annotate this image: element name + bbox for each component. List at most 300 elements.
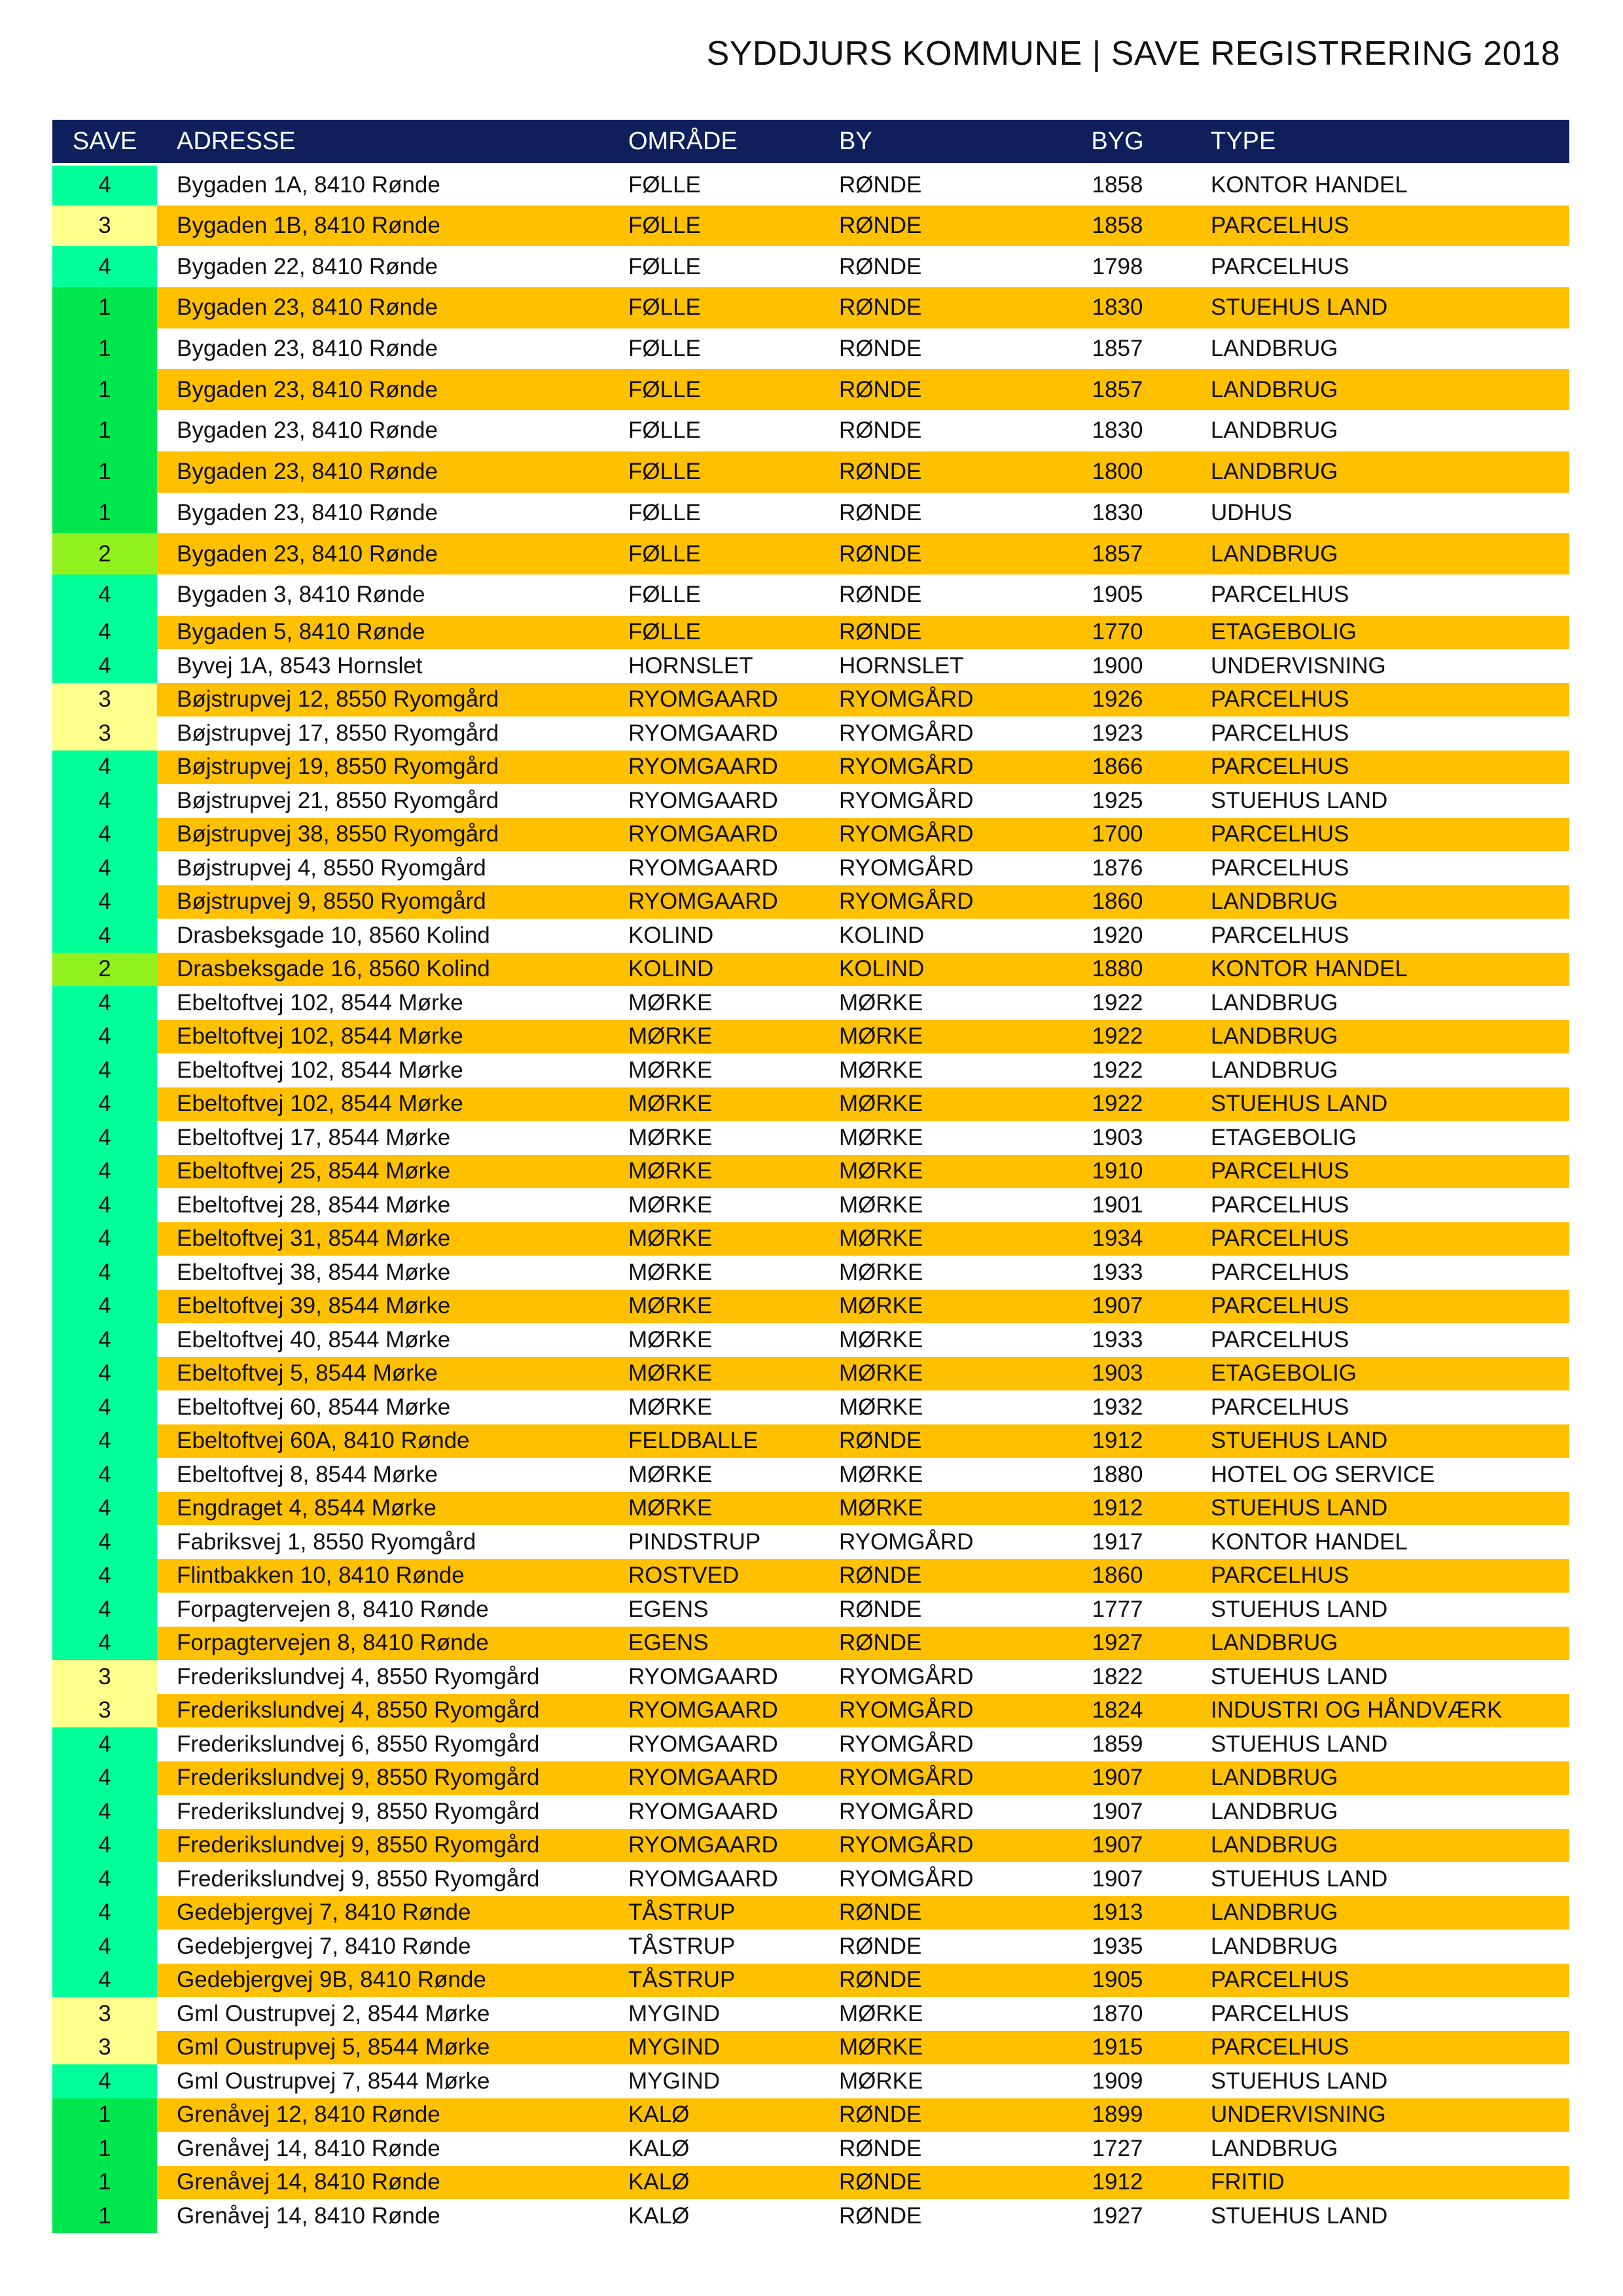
by-cell: MØRKE <box>819 1323 1044 1357</box>
omraade-cell: KOLIND <box>609 919 819 953</box>
save-cell: 4 <box>52 616 157 650</box>
type-cell: LANDBRUG <box>1191 410 1569 451</box>
table-row <box>52 410 1569 451</box>
byg-cell: 1934 <box>1044 1222 1191 1256</box>
type-cell: STUEHUS LAND <box>1191 1727 1569 1761</box>
type-cell: PARCELHUS <box>1191 1188 1569 1222</box>
adresse-cell: Frederikslundvej 9, 8550 Ryomgård <box>157 1795 609 1829</box>
save-cell: 1 <box>52 410 157 451</box>
adresse-cell: Gml Oustrupvej 7, 8544 Mørke <box>157 2064 609 2098</box>
type-cell: STUEHUS LAND <box>1191 1087 1569 1122</box>
save-cell: 2 <box>52 533 157 574</box>
omraade-cell: MØRKE <box>609 1323 819 1357</box>
by-cell: RYOMGÅRD <box>819 885 1044 919</box>
adresse-cell: Ebeltoftvej 102, 8544 Mørke <box>157 1053 609 1087</box>
byg-cell: 1857 <box>1044 328 1191 370</box>
type-cell: PARCELHUS <box>1191 851 1569 885</box>
table-row <box>52 1525 1569 1559</box>
omraade-cell: RYOMGAARD <box>609 851 819 885</box>
save-cell: 4 <box>52 1862 157 1896</box>
byg-cell: 1800 <box>1044 451 1191 493</box>
adresse-cell: Ebeltoftvej 40, 8544 Mørke <box>157 1323 609 1357</box>
type-cell: PARCELHUS <box>1191 683 1569 717</box>
table-row <box>52 851 1569 885</box>
by-cell: RYOMGÅRD <box>819 1694 1044 1728</box>
save-cell: 3 <box>52 1694 157 1728</box>
omraade-cell: MØRKE <box>609 1256 819 1290</box>
by-cell: MØRKE <box>819 1087 1044 1122</box>
adresse-cell: Bygaden 23, 8410 Rønde <box>157 410 609 451</box>
by-cell: MØRKE <box>819 2031 1044 2065</box>
byg-cell: 1822 <box>1044 1660 1191 1694</box>
adresse-cell: Grenåvej 14, 8410 Rønde <box>157 2166 609 2200</box>
omraade-cell: RYOMGAARD <box>609 1694 819 1728</box>
table-row <box>52 1020 1569 1054</box>
type-cell: LANDBRUG <box>1191 885 1569 919</box>
save-cell: 4 <box>52 1930 157 1964</box>
byg-cell: 1824 <box>1044 1694 1191 1728</box>
by-cell: MØRKE <box>819 1020 1044 1054</box>
byg-cell: 1860 <box>1044 1559 1191 1593</box>
table-row <box>52 1795 1569 1829</box>
omraade-cell: PINDSTRUP <box>609 1525 819 1559</box>
by-cell: MØRKE <box>819 1357 1044 1391</box>
omraade-cell: MØRKE <box>609 1357 819 1391</box>
type-cell: STUEHUS LAND <box>1191 2064 1569 2098</box>
save-cell: 4 <box>52 1761 157 1795</box>
save-cell: 4 <box>52 164 157 205</box>
adresse-cell: Bygaden 22, 8410 Rønde <box>157 246 609 287</box>
adresse-cell: Grenåvej 12, 8410 Rønde <box>157 2098 609 2132</box>
save-cell: 4 <box>52 1593 157 1627</box>
byg-cell: 1915 <box>1044 2031 1191 2065</box>
save-cell: 1 <box>52 2132 157 2166</box>
table-row <box>52 2031 1569 2065</box>
by-cell: MØRKE <box>819 1121 1044 1155</box>
table-row <box>52 1627 1569 1661</box>
type-cell: PARCELHUS <box>1191 1155 1569 1189</box>
omraade-cell: RYOMGAARD <box>609 818 819 852</box>
omraade-cell: MØRKE <box>609 1492 819 1526</box>
type-cell: STUEHUS LAND <box>1191 2199 1569 2233</box>
adresse-cell: Byvej 1A, 8543 Hornslet <box>157 649 609 683</box>
adresse-cell: Bygaden 23, 8410 Rønde <box>157 328 609 370</box>
save-cell: 3 <box>52 2031 157 2065</box>
by-cell: RYOMGÅRD <box>819 1829 1044 1863</box>
adresse-cell: Ebeltoftvej 102, 8544 Mørke <box>157 1020 609 1054</box>
type-cell: KONTOR HANDEL <box>1191 953 1569 987</box>
type-cell: INDUSTRI OG HÅNDVÆRK <box>1191 1694 1569 1728</box>
adresse-cell: Bygaden 3, 8410 Rønde <box>157 574 609 616</box>
adresse-cell: Ebeltoftvej 60, 8544 Mørke <box>157 1390 609 1424</box>
adresse-cell: Grenåvej 14, 8410 Rønde <box>157 2199 609 2233</box>
save-cell: 4 <box>52 1087 157 1122</box>
table-row <box>52 1222 1569 1256</box>
byg-cell: 1903 <box>1044 1121 1191 1155</box>
omraade-cell: TÅSTRUP <box>609 1964 819 1998</box>
save-cell: 4 <box>52 1627 157 1661</box>
by-cell: RØNDE <box>819 533 1044 574</box>
type-cell: LANDBRUG <box>1191 1829 1569 1863</box>
byg-cell: 1907 <box>1044 1761 1191 1795</box>
adresse-cell: Grenåvej 14, 8410 Rønde <box>157 2132 609 2166</box>
type-cell: LANDBRUG <box>1191 1930 1569 1964</box>
adresse-cell: Forpagtervejen 8, 8410 Rønde <box>157 1627 609 1661</box>
table-row <box>52 2064 1569 2098</box>
type-cell: LANDBRUG <box>1191 1795 1569 1829</box>
type-cell: STUEHUS LAND <box>1191 287 1569 328</box>
save-cell: 4 <box>52 818 157 852</box>
table-row <box>52 885 1569 919</box>
byg-cell: 1932 <box>1044 1390 1191 1424</box>
save-cell: 4 <box>52 1795 157 1829</box>
table-row <box>52 1390 1569 1424</box>
type-cell: LANDBRUG <box>1191 533 1569 574</box>
adresse-cell: Ebeltoftvej 39, 8544 Mørke <box>157 1290 609 1324</box>
omraade-cell: MØRKE <box>609 986 819 1020</box>
adresse-cell: Ebeltoftvej 5, 8544 Mørke <box>157 1357 609 1391</box>
by-cell: RØNDE <box>819 205 1044 247</box>
omraade-cell: FELDBALLE <box>609 1424 819 1458</box>
save-cell: 3 <box>52 716 157 751</box>
byg-cell: 1857 <box>1044 533 1191 574</box>
byg-cell: 1857 <box>1044 369 1191 410</box>
table-row <box>52 716 1569 751</box>
adresse-cell: Drasbeksgade 16, 8560 Kolind <box>157 953 609 987</box>
byg-cell: 1907 <box>1044 1862 1191 1896</box>
column-header-byg: BYG <box>1044 120 1191 164</box>
byg-cell: 1859 <box>1044 1727 1191 1761</box>
adresse-cell: Frederikslundvej 4, 8550 Ryomgård <box>157 1660 609 1694</box>
type-cell: PARCELHUS <box>1191 1390 1569 1424</box>
omraade-cell: RYOMGAARD <box>609 683 819 717</box>
table-row <box>52 1121 1569 1155</box>
adresse-cell: Gedebjergvej 7, 8410 Rønde <box>157 1930 609 1964</box>
by-cell: RYOMGÅRD <box>819 1525 1044 1559</box>
omraade-cell: MØRKE <box>609 1222 819 1256</box>
by-cell: MØRKE <box>819 1222 1044 1256</box>
by-cell: RØNDE <box>819 1627 1044 1661</box>
type-cell: PARCELHUS <box>1191 2031 1569 2065</box>
omraade-cell: MØRKE <box>609 1121 819 1155</box>
adresse-cell: Fabriksvej 1, 8550 Ryomgård <box>157 1525 609 1559</box>
by-cell: RYOMGÅRD <box>819 1862 1044 1896</box>
omraade-cell: RYOMGAARD <box>609 1761 819 1795</box>
by-cell: RØNDE <box>819 1896 1044 1930</box>
adresse-cell: Ebeltoftvej 38, 8544 Mørke <box>157 1256 609 1290</box>
by-cell: RØNDE <box>819 574 1044 616</box>
byg-cell: 1899 <box>1044 2098 1191 2132</box>
by-cell: RØNDE <box>819 2132 1044 2166</box>
save-cell: 4 <box>52 1458 157 1492</box>
table-row <box>52 2132 1569 2166</box>
table-row <box>52 369 1569 410</box>
type-cell: KONTOR HANDEL <box>1191 164 1569 205</box>
byg-cell: 1858 <box>1044 164 1191 205</box>
type-cell: LANDBRUG <box>1191 1761 1569 1795</box>
omraade-cell: FØLLE <box>609 246 819 287</box>
table-row <box>52 1492 1569 1526</box>
table-row <box>52 1896 1569 1930</box>
header-row <box>52 120 1569 164</box>
by-cell: HORNSLET <box>819 649 1044 683</box>
byg-cell: 1907 <box>1044 1290 1191 1324</box>
byg-cell: 1922 <box>1044 1087 1191 1122</box>
adresse-cell: Bygaden 5, 8410 Rønde <box>157 616 609 650</box>
adresse-cell: Ebeltoftvej 25, 8544 Mørke <box>157 1155 609 1189</box>
byg-cell: 1880 <box>1044 1458 1191 1492</box>
save-cell: 1 <box>52 2166 157 2200</box>
table-row <box>52 1694 1569 1728</box>
save-cell: 1 <box>52 493 157 534</box>
byg-cell: 1925 <box>1044 784 1191 818</box>
table-row <box>52 1458 1569 1492</box>
save-cell: 4 <box>52 574 157 616</box>
by-cell: RØNDE <box>819 2199 1044 2233</box>
adresse-cell: Bygaden 23, 8410 Rønde <box>157 493 609 534</box>
adresse-cell: Forpagtervejen 8, 8410 Rønde <box>157 1593 609 1627</box>
save-cell: 4 <box>52 1323 157 1357</box>
save-cell: 4 <box>52 1964 157 1998</box>
page-title: SYDDJURS KOMMUNE | SAVE REGISTRERING 2018 <box>706 35 1560 73</box>
by-cell: MØRKE <box>819 1155 1044 1189</box>
adresse-cell: Bøjstrupvej 4, 8550 Ryomgård <box>157 851 609 885</box>
table-row <box>52 451 1569 493</box>
byg-cell: 1727 <box>1044 2132 1191 2166</box>
omraade-cell: KALØ <box>609 2199 819 2233</box>
table-row <box>52 818 1569 852</box>
omraade-cell: EGENS <box>609 1627 819 1661</box>
byg-cell: 1922 <box>1044 1020 1191 1054</box>
save-cell: 4 <box>52 1390 157 1424</box>
table-row <box>52 1188 1569 1222</box>
save-cell: 4 <box>52 1896 157 1930</box>
byg-cell: 1830 <box>1044 287 1191 328</box>
byg-cell: 1770 <box>1044 616 1191 650</box>
save-cell: 4 <box>52 1222 157 1256</box>
table-row <box>52 2098 1569 2132</box>
save-cell: 4 <box>52 2064 157 2098</box>
omraade-cell: MØRKE <box>609 1390 819 1424</box>
save-cell: 4 <box>52 1155 157 1189</box>
type-cell: LANDBRUG <box>1191 369 1569 410</box>
byg-cell: 1926 <box>1044 683 1191 717</box>
save-cell: 3 <box>52 205 157 247</box>
column-header-type: TYPE <box>1191 120 1569 164</box>
table-row <box>52 287 1569 328</box>
adresse-cell: Gml Oustrupvej 5, 8544 Mørke <box>157 2031 609 2065</box>
by-cell: MØRKE <box>819 986 1044 1020</box>
omraade-cell: FØLLE <box>609 533 819 574</box>
table-row <box>52 1155 1569 1189</box>
by-cell: RYOMGÅRD <box>819 751 1044 785</box>
type-cell: PARCELHUS <box>1191 1256 1569 1290</box>
adresse-cell: Bøjstrupvej 12, 8550 Ryomgård <box>157 683 609 717</box>
table-row <box>52 649 1569 683</box>
by-cell: RØNDE <box>819 451 1044 493</box>
save-cell: 4 <box>52 1121 157 1155</box>
by-cell: RØNDE <box>819 1593 1044 1627</box>
by-cell: RØNDE <box>819 1930 1044 1964</box>
save-cell: 4 <box>52 986 157 1020</box>
type-cell: KONTOR HANDEL <box>1191 1525 1569 1559</box>
table-row <box>52 328 1569 370</box>
table-row <box>52 1964 1569 1998</box>
omraade-cell: RYOMGAARD <box>609 1795 819 1829</box>
omraade-cell: MØRKE <box>609 1155 819 1189</box>
byg-cell: 1933 <box>1044 1256 1191 1290</box>
omraade-cell: MØRKE <box>609 1458 819 1492</box>
omraade-cell: RYOMGAARD <box>609 751 819 785</box>
adresse-cell: Frederikslundvej 9, 8550 Ryomgård <box>157 1761 609 1795</box>
table-row <box>52 683 1569 717</box>
type-cell: STUEHUS LAND <box>1191 1593 1569 1627</box>
byg-cell: 1830 <box>1044 410 1191 451</box>
omraade-cell: MYGIND <box>609 2064 819 2098</box>
omraade-cell: MØRKE <box>609 1020 819 1054</box>
save-cell: 2 <box>52 953 157 987</box>
adresse-cell: Bøjstrupvej 17, 8550 Ryomgård <box>157 716 609 751</box>
adresse-cell: Ebeltoftvej 28, 8544 Mørke <box>157 1188 609 1222</box>
save-cell: 4 <box>52 1525 157 1559</box>
table-row <box>52 2199 1569 2233</box>
byg-cell: 1920 <box>1044 919 1191 953</box>
save-cell: 3 <box>52 683 157 717</box>
adresse-cell: Gml Oustrupvej 2, 8544 Mørke <box>157 1997 609 2031</box>
save-cell: 4 <box>52 784 157 818</box>
adresse-cell: Bøjstrupvej 21, 8550 Ryomgård <box>157 784 609 818</box>
omraade-cell: KOLIND <box>609 953 819 987</box>
save-cell: 1 <box>52 328 157 370</box>
type-cell: PARCELHUS <box>1191 1559 1569 1593</box>
table-row <box>52 1424 1569 1458</box>
byg-cell: 1927 <box>1044 2199 1191 2233</box>
byg-cell: 1933 <box>1044 1323 1191 1357</box>
adresse-cell: Bygaden 1B, 8410 Rønde <box>157 205 609 247</box>
type-cell: STUEHUS LAND <box>1191 784 1569 818</box>
byg-cell: 1858 <box>1044 205 1191 247</box>
adresse-cell: Frederikslundvej 9, 8550 Ryomgård <box>157 1862 609 1896</box>
byg-cell: 1912 <box>1044 2166 1191 2200</box>
omraade-cell: MYGIND <box>609 2031 819 2065</box>
table-row <box>52 751 1569 785</box>
byg-cell: 1905 <box>1044 574 1191 616</box>
omraade-cell: HORNSLET <box>609 649 819 683</box>
byg-cell: 1876 <box>1044 851 1191 885</box>
omraade-cell: FØLLE <box>609 287 819 328</box>
adresse-cell: Ebeltoftvej 102, 8544 Mørke <box>157 1087 609 1122</box>
save-cell: 4 <box>52 1053 157 1087</box>
save-cell: 1 <box>52 2098 157 2132</box>
type-cell: PARCELHUS <box>1191 574 1569 616</box>
by-cell: RØNDE <box>819 1424 1044 1458</box>
adresse-cell: Frederikslundvej 9, 8550 Ryomgård <box>157 1829 609 1863</box>
by-cell: RYOMGÅRD <box>819 716 1044 751</box>
type-cell: PARCELHUS <box>1191 1290 1569 1324</box>
save-cell: 4 <box>52 1424 157 1458</box>
table-row <box>52 1930 1569 1964</box>
by-cell: RØNDE <box>819 2166 1044 2200</box>
omraade-cell: KALØ <box>609 2166 819 2200</box>
byg-cell: 1798 <box>1044 246 1191 287</box>
type-cell: PARCELHUS <box>1191 205 1569 247</box>
byg-cell: 1901 <box>1044 1188 1191 1222</box>
column-header-adresse: ADRESSE <box>157 120 609 164</box>
by-cell: RØNDE <box>819 1964 1044 1998</box>
adresse-cell: Ebeltoftvej 8, 8544 Mørke <box>157 1458 609 1492</box>
by-cell: RØNDE <box>819 493 1044 534</box>
omraade-cell: MØRKE <box>609 1053 819 1087</box>
byg-cell: 1903 <box>1044 1357 1191 1391</box>
save-cell: 3 <box>52 1660 157 1694</box>
table-row <box>52 2166 1569 2200</box>
byg-cell: 1927 <box>1044 1627 1191 1661</box>
adresse-cell: Bygaden 23, 8410 Rønde <box>157 287 609 328</box>
omraade-cell: FØLLE <box>609 328 819 370</box>
type-cell: PARCELHUS <box>1191 1222 1569 1256</box>
table-body <box>52 164 1569 2233</box>
type-cell: LANDBRUG <box>1191 1020 1569 1054</box>
table-row <box>52 1053 1569 1087</box>
by-cell: MØRKE <box>819 1256 1044 1290</box>
omraade-cell: MØRKE <box>609 1087 819 1122</box>
table-row <box>52 1256 1569 1290</box>
save-cell: 4 <box>52 919 157 953</box>
save-cell: 4 <box>52 1829 157 1863</box>
table-row <box>52 1829 1569 1863</box>
save-cell: 4 <box>52 246 157 287</box>
column-header-by: BY <box>819 120 1044 164</box>
table-row <box>52 1357 1569 1391</box>
omraade-cell: RYOMGAARD <box>609 784 819 818</box>
omraade-cell: KALØ <box>609 2132 819 2166</box>
by-cell: RYOMGÅRD <box>819 818 1044 852</box>
save-cell: 1 <box>52 2199 157 2233</box>
type-cell: LANDBRUG <box>1191 328 1569 370</box>
by-cell: MØRKE <box>819 1492 1044 1526</box>
table-row <box>52 1761 1569 1795</box>
adresse-cell: Ebeltoftvej 102, 8544 Mørke <box>157 986 609 1020</box>
table-row <box>52 533 1569 574</box>
table-row <box>52 1593 1569 1627</box>
type-cell: HOTEL OG SERVICE <box>1191 1458 1569 1492</box>
by-cell: RYOMGÅRD <box>819 784 1044 818</box>
save-cell: 1 <box>52 451 157 493</box>
byg-cell: 1905 <box>1044 1964 1191 1998</box>
byg-cell: 1907 <box>1044 1795 1191 1829</box>
byg-cell: 1912 <box>1044 1424 1191 1458</box>
table-row <box>52 1997 1569 2031</box>
adresse-cell: Bygaden 23, 8410 Rønde <box>157 533 609 574</box>
save-cell: 1 <box>52 287 157 328</box>
save-cell: 1 <box>52 369 157 410</box>
byg-cell: 1922 <box>1044 1053 1191 1087</box>
type-cell: FRITID <box>1191 2166 1569 2200</box>
save-cell: 4 <box>52 885 157 919</box>
byg-cell: 1866 <box>1044 751 1191 785</box>
table-row <box>52 1323 1569 1357</box>
type-cell: UDHUS <box>1191 493 1569 534</box>
type-cell: STUEHUS LAND <box>1191 1424 1569 1458</box>
type-cell: PARCELHUS <box>1191 818 1569 852</box>
type-cell: LANDBRUG <box>1191 1896 1569 1930</box>
byg-cell: 1900 <box>1044 649 1191 683</box>
omraade-cell: RYOMGAARD <box>609 1727 819 1761</box>
omraade-cell: FØLLE <box>609 451 819 493</box>
adresse-cell: Bygaden 1A, 8410 Rønde <box>157 164 609 205</box>
save-cell: 3 <box>52 1997 157 2031</box>
by-cell: MØRKE <box>819 1053 1044 1087</box>
